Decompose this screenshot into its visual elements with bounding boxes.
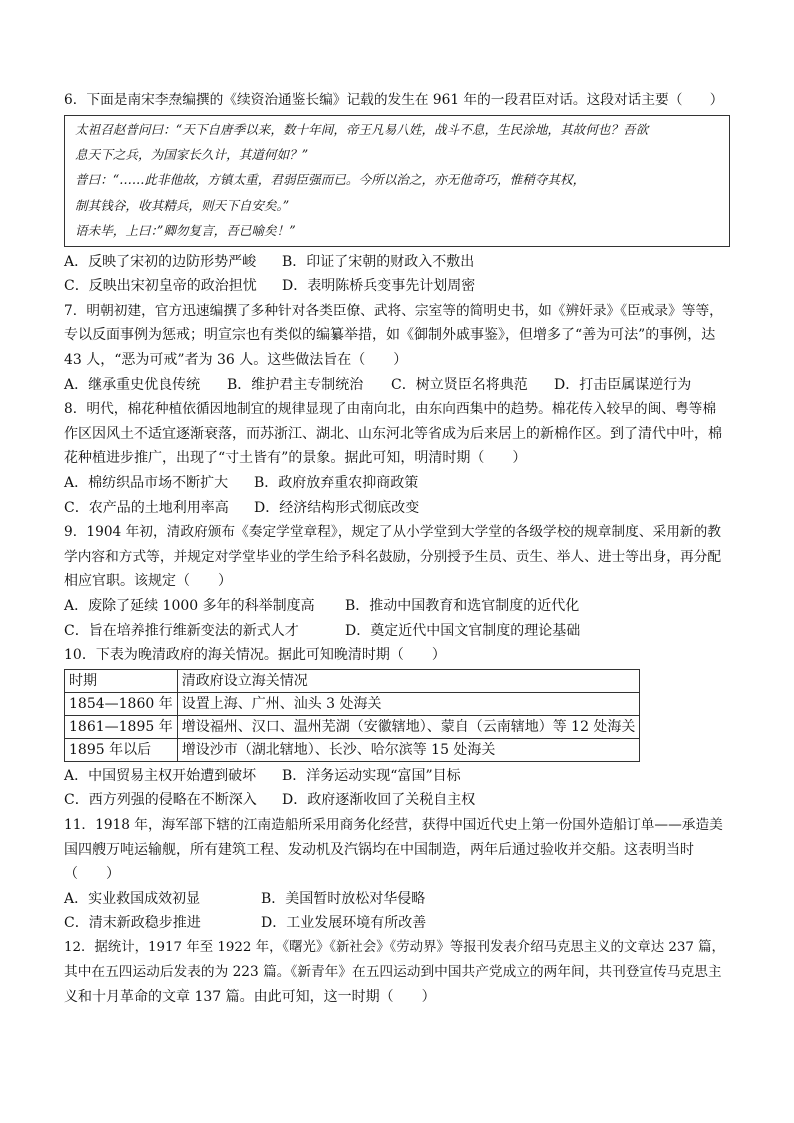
- question-12: [64, 936, 730, 1010]
- table-row: [65, 692, 640, 715]
- option-b[interactable]: B．印证了宋朝的财政入不敷出: [282, 253, 475, 270]
- question-9-options-row-1: [64, 594, 730, 619]
- table-row: [65, 738, 640, 761]
- question-8-options-row-1: [64, 471, 730, 496]
- question-11: [64, 813, 730, 936]
- question-9-stem-line: 学内容和方式等，并规定对学堂毕业的学生给予科名鼓励，分别授予生员、贡生、举人、进士等出身，再分配: [64, 548, 722, 565]
- option-c[interactable]: C．树立贤臣名将典范: [391, 376, 528, 393]
- option-d[interactable]: D．打击臣属谋逆行为: [554, 376, 692, 393]
- option-d[interactable]: D．政府逐渐收回了关税自主权: [282, 792, 476, 809]
- question-6-quote-box: [64, 115, 730, 247]
- table-cell-period: 1854—1860 年: [65, 692, 178, 715]
- option-d[interactable]: D．奠定近代中国文官制度的理论基础: [345, 622, 581, 639]
- option-a[interactable]: A．棉纺织品市场不断扩大: [64, 474, 229, 491]
- option-b[interactable]: B．政府放弃重农抑商政策: [254, 474, 419, 491]
- option-b[interactable]: B．维护君主专制统治: [227, 376, 364, 393]
- question-7-stem-line: 43 人，“恶为可戒”者为 36 人。这些做法旨在（ ）: [64, 352, 408, 368]
- question-8: [64, 397, 730, 520]
- option-a[interactable]: A．实业救国成效初显: [64, 890, 201, 907]
- table-cell-period: 1895 年以后: [65, 738, 178, 761]
- table-cell-customs: 设置上海、广州、汕头 3 处海关: [177, 692, 640, 715]
- option-b[interactable]: B．推动中国教育和选官制度的近代化: [345, 597, 580, 614]
- option-d[interactable]: D．表明陈桥兵变事先计划周密: [282, 278, 476, 295]
- quote-line: 息天下之兵，为国家长久计，其道何如？”: [75, 147, 309, 162]
- question-9: [64, 520, 730, 643]
- question-6-stem: 6．下面是南宋李焘编撰的《续资治通鉴长编》记载的发生在 961 年的一段君臣对话。这段对话主要（ ）: [64, 92, 724, 108]
- table-cell-customs: 增设福州、汉口、温州芜湖（安徽辖地）、蒙自（云南辖地）等 12 处海关: [177, 715, 640, 738]
- table-header-row: [65, 669, 640, 692]
- option-b[interactable]: B．洋务运动实现“富国”目标: [282, 767, 461, 784]
- question-12-stem-line: 其中在五四运动后发表的为 223 篇。《新青年》在五四运动到中国共产党成立的两年间，共刊登宣传马克思主: [64, 964, 722, 981]
- option-a[interactable]: A．中国贸易主权开始遭到破坏: [64, 767, 257, 784]
- question-6-options-row-2: [64, 274, 730, 299]
- question-10: [64, 643, 730, 813]
- question-11-stem-line: （ ）: [64, 866, 120, 883]
- question-9-options-row-2: [64, 619, 730, 644]
- option-a[interactable]: A．反映了宋初的边防形势严峻: [64, 253, 257, 270]
- option-c[interactable]: C．西方列强的侵略在不断深入: [64, 792, 257, 809]
- question-10-options-row-2: [64, 788, 730, 813]
- option-d[interactable]: D．经济结构形式彻底改变: [254, 499, 420, 516]
- option-a[interactable]: A．废除了延续 1000 多年的科举制度高: [64, 597, 315, 614]
- question-9-stem-line: 9．1904 年初，清政府颁布《奏定学堂章程》，规定了从小学堂到大学堂的各级学校的规章制度、采用新的教: [64, 524, 721, 541]
- exam-page: [64, 88, 730, 1010]
- quote-line: 语未毕，上曰：”卿勿复言，吾已喻矣！”: [75, 223, 296, 239]
- question-6-options-row-1: [64, 250, 730, 275]
- table-row: [65, 715, 640, 738]
- question-11-options-row-1: [64, 887, 730, 912]
- question-6: [64, 88, 730, 299]
- question-11-stem-line: 国四艘万吨运输舰，所有建筑工程、发动机及汽锅均在中国制造，两年后通过验收并交船。这表明当时: [64, 841, 694, 858]
- question-8-stem-line: 8．明代，棉花种植依循因地制宜的规律显现了由南向北，由东向西集中的趋势。棉花传入较早的闽、粤等棉: [64, 401, 717, 418]
- option-b[interactable]: B．美国暂时放松对华侵略: [261, 890, 426, 907]
- table-header-customs: 清政府设立海关情况: [177, 669, 640, 692]
- question-7-options: [64, 373, 730, 398]
- question-9-stem-line: 相应官职。该规定（ ）: [64, 573, 232, 590]
- question-12-stem-line: 义和十月革命的文章 137 篇。由此可知，这一时期（ ）: [64, 989, 436, 1006]
- option-a[interactable]: A．继承重史优良传统: [64, 376, 201, 393]
- option-c[interactable]: C．旨在培养推行维新变法的新式人才: [64, 622, 299, 639]
- question-12-stem-line: 12．据统计，1917 年至 1922 年，《曙光》《新社会》《劳动界》等报刊发表介绍马克思主义的文章达 237 篇，: [64, 939, 725, 955]
- question-8-stem-line: 作区因风土不适宜逐渐衰落，而苏浙江、湖北、山东河北等省成为后来居上的新棉作区。到了清代中叶，棉: [64, 425, 722, 442]
- table-header-period: 时期: [65, 669, 178, 692]
- question-7: [64, 299, 730, 397]
- question-7-stem-line: 7．明朝初建，官方迅速编撰了多种针对各类臣僚、武将、宗室等的简明史书，如《辨奸录》《臣戒录》等等，: [64, 302, 723, 319]
- question-11-options-row-2: [64, 911, 730, 936]
- question-11-stem-line: 11．1918 年，海军部下辖的江南造船所采用商务化经营，获得中国近代史上第一份国外造船订单——承造美: [64, 816, 723, 833]
- quote-line: 普曰：“……此非他故，方镇太重，君弱臣强而已。今所以治之，亦无他奇巧，惟稍夺其权，: [75, 172, 586, 188]
- table-cell-customs: 增设沙市（湖北辖地）、长沙、哈尔滨等 15 处海关: [177, 738, 640, 761]
- question-10-stem: 10．下表为晚清政府的海关情况。据此可知晚清时期（ ）: [64, 647, 446, 664]
- option-d[interactable]: D．工业发展环境有所改善: [261, 915, 427, 932]
- question-10-options-row-1: [64, 764, 730, 789]
- option-c[interactable]: C．清末新政稳步推进: [64, 915, 201, 932]
- quote-line: 太祖召赵普问曰：“天下自唐季以来，数十年间，帝王凡易八姓，战斗不息，生民涂地，其故何也？吾欲: [75, 121, 649, 137]
- question-7-stem-line: 专以反面事例为惩戒；明宣宗也有类似的编纂举措，如《御制外戚事鉴》，但增多了“善为可法”的事例，达: [64, 327, 716, 344]
- table-cell-period: 1861—1895 年: [65, 715, 178, 738]
- question-8-options-row-2: [64, 496, 730, 521]
- customs-table: [64, 669, 640, 762]
- option-c[interactable]: C．农产品的土地利用率高: [64, 499, 229, 516]
- option-c[interactable]: C．反映出宋初皇帝的政治担忧: [64, 278, 257, 295]
- quote-line: 制其钱谷，收其精兵，则天下自安矣。”: [75, 197, 290, 213]
- question-8-stem-line: 花种植进步推广，出现了“寸土皆有”的景象。据此可知，明清时期（ ）: [64, 450, 527, 467]
